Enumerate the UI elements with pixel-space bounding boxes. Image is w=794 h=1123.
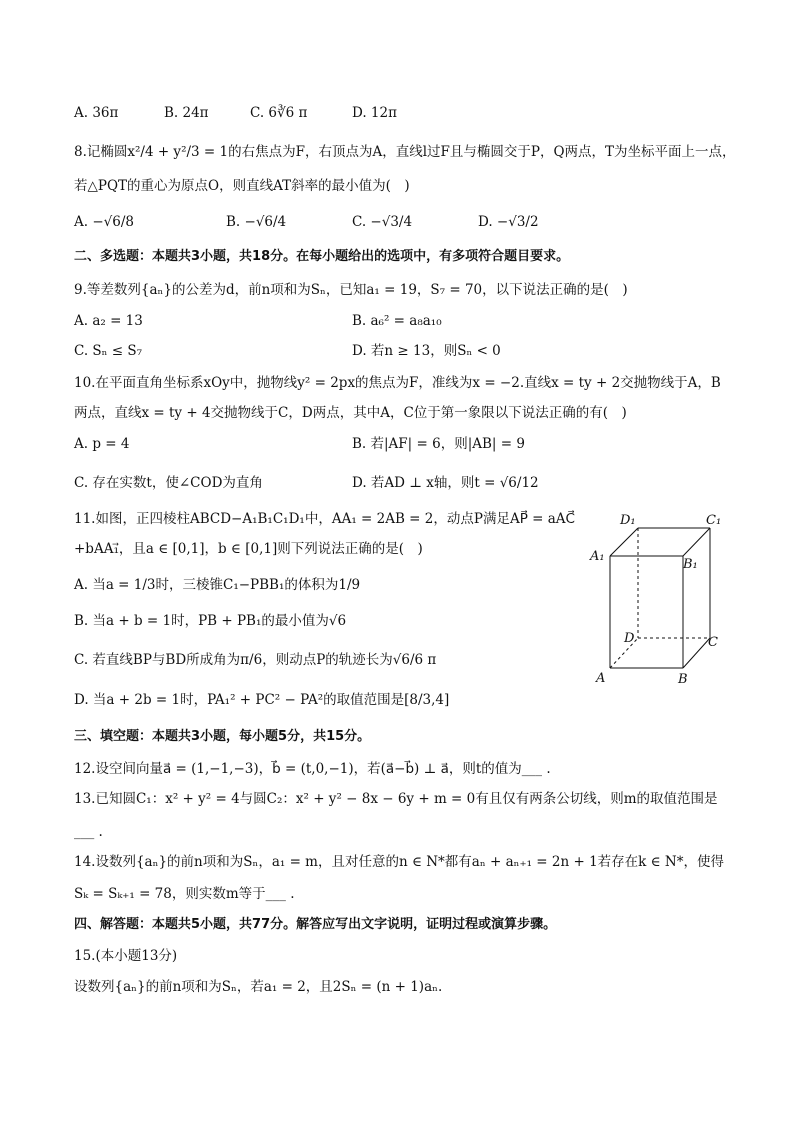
q7-option-a: A. 36π xyxy=(74,105,119,121)
section-heading-fill-in: 三、填空题：本题共3小题，每小题5分，共15分。 xyxy=(74,729,371,744)
q11-option-c: C. 若直线BP与BD所成角为π/6，则动点P的轨迹长为√6/6 π xyxy=(74,652,437,668)
q14-stem-line1: 14.设数列{aₙ}的前n项和为Sₙ，a₁ = m，且对任意的n ∈ N*都有aₙ + aₙ₊₁ = 2n + 1若存在k ∈ N*，使得 xyxy=(74,854,724,870)
q11-stem-line2: +bAA₁⃗，且a ∈ [0,1]，b ∈ [0,1]则下列说法正确的是( ) xyxy=(74,541,423,557)
q10-option-c: C. 存在实数t，使∠COD为直角 xyxy=(74,475,263,491)
q9-option-d: D. 若n ≥ 13，则Sₙ < 0 xyxy=(352,343,501,359)
label-c: C xyxy=(708,635,718,650)
q10-stem-line1: 10.在平面直角坐标系xOy中，抛物线y² = 2px的焦点为F，准线为x = −2.直线x = ty + 2交抛物线于A，B xyxy=(74,375,721,391)
q7-option-d: D. 12π xyxy=(352,105,397,121)
q9-option-a: A. a₂ = 13 xyxy=(74,313,143,329)
prism-figure xyxy=(588,508,728,688)
q8-option-b: B. −√6/4 xyxy=(226,214,287,230)
q12-stem: 12.设空间向量a⃗ = (1,−1,−3)，b⃗ = (t,0,−1)，若(a⃗−b⃗) ⊥ a⃗，则t的值为___ . xyxy=(74,761,551,777)
edge-b1-c1 xyxy=(683,528,710,556)
q15-stem: 设数列{aₙ}的前n项和为Sₙ，若a₁ = 2，且2Sₙ = (n + 1)aₙ. xyxy=(74,979,443,995)
q8-stem-line1: 8.记椭圆x²/4 + y²/3 = 1的右焦点为F，右顶点为A，直线l过F且与椭圆交于P，Q两点，T为坐标平面上一点， xyxy=(74,144,736,160)
q8-stem-line2: 若△PQT的重心为原点O，则直线AT斜率的最小值为( ) xyxy=(74,178,410,194)
q10-option-b: B. 若|AF| = 6，则|AB| = 9 xyxy=(352,436,525,452)
label-d: D xyxy=(624,631,635,646)
q10-option-a: A. p = 4 xyxy=(74,436,130,452)
label-c1: C₁ xyxy=(706,513,722,528)
label-a1: A₁ xyxy=(590,549,605,564)
q11-option-d: D. 当a + 2b = 1时，PA₁² + PC² − PA²的取值范围是[8/3,4] xyxy=(74,692,450,708)
q13-stem-line2: ___ . xyxy=(74,824,103,840)
q10-stem-line2: 两点，直线x = ty + 4交抛物线于C，D两点，其中A，C位于第一象限以下说法正确的有( ) xyxy=(74,405,627,421)
q9-option-b: B. a₆² = a₈a₁₀ xyxy=(352,313,442,329)
q8-option-c: C. −√3/4 xyxy=(352,214,413,230)
edge-b-c xyxy=(683,638,710,668)
label-a: A xyxy=(596,671,606,686)
q11-stem-line1: 11.如图，正四棱柱ABCD−A₁B₁C₁D₁中，AA₁ = 2AB = 2，动点P满足AP⃗ = aAC⃗ xyxy=(74,511,575,527)
q11-option-b: B. 当a + b = 1时，PB + PB₁的最小值为√6 xyxy=(74,613,347,629)
q8-option-d: D. −√3/2 xyxy=(478,214,539,230)
q11-option-a: A. 当a = 1/3时，三棱锥C₁−PBB₁的体积为1/9 xyxy=(74,577,361,593)
q10-option-d: D. 若AD ⊥ x轴，则t = √6/12 xyxy=(352,475,539,491)
q13-stem-line1: 13.已知圆C₁：x² + y² = 4与圆C₂：x² + y² − 8x − 6y + m = 0有且仅有两条公切线，则m的取值范围是 xyxy=(74,791,718,807)
section-heading-solutions: 四、解答题：本题共5小题，共77分。解答应写出文字说明，证明过程或演算步骤。 xyxy=(74,917,557,932)
section-heading-multiple-choice: 二、多选题：本题共3小题，共18分。在每小题给出的选项中，有多项符合题目要求。 xyxy=(74,249,570,264)
q8-option-a: A. −√6/8 xyxy=(74,214,134,230)
q7-option-b: B. 24π xyxy=(164,105,209,121)
q7-option-c: C. 6∛6 π xyxy=(250,105,308,121)
label-b: B xyxy=(678,672,688,687)
label-b1: B₁ xyxy=(683,557,698,572)
q9-stem: 9.等差数列{aₙ}的公差为d，前n项和为Sₙ，已知a₁ = 19，S₇ = 70，以下说法正确的是( ) xyxy=(74,282,628,298)
label-d1: D₁ xyxy=(620,513,636,528)
q9-option-c: C. Sₙ ≤ S₇ xyxy=(74,343,143,359)
q14-stem-line2: Sₖ = Sₖ₊₁ = 78，则实数m等于___ . xyxy=(74,886,295,902)
edge-a1-d1 xyxy=(610,528,638,556)
q15-header: 15.(本小题13分) xyxy=(74,948,178,964)
